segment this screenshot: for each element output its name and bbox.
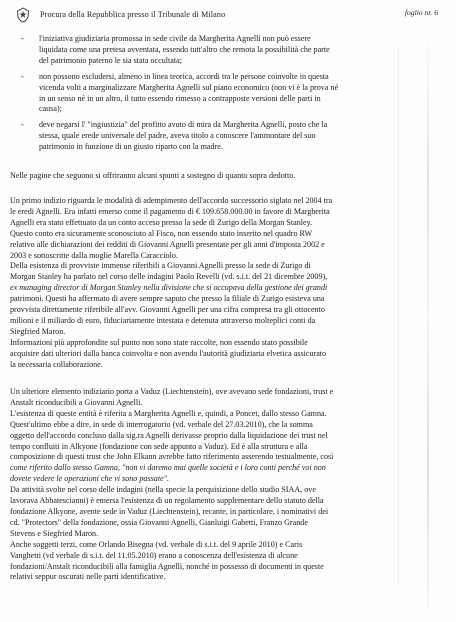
text-line: Siegfried Maron.	[10, 326, 66, 336]
text-line: ex managing director di Morgan Stanley nella divisione che si occupava della gestione dei grandi	[10, 283, 328, 293]
page-header	[16, 7, 446, 25]
text-line: tempo confluiti in Alkyone (fondazione con sede appunto a Vaduz). Ed è alla struttura e alla	[10, 441, 308, 451]
text-line: Un primo indizio riguarda le modalità di adempimento dell'accordo successorio siglato nel 2004 tra	[10, 196, 333, 205]
text-line: patrimonio in funzione di un giusto riparto con la madre.	[39, 142, 223, 152]
text-line: milioni e il miliardo di euro, fiduciariamente intestata e detenuta attraverso molteplici conti da	[10, 315, 316, 325]
text-line: L'esistenza di queste entità è riferita a Margherita Agnelli e, quindi, a Poncet, dallo stesso Gamna.	[10, 408, 327, 418]
text-line: Morgan Stanley ha parlato nel corso delle indagini Paolo Revelli (vd. s.i.t. del 21 dicembre 2009),	[10, 272, 328, 282]
text-line: provvista direttamente riferibile all'avv. Giovanni Agnelli per una cifra compresa tra gli ottocento	[10, 305, 325, 315]
text-line: Da attività svolte nel corso delle indagini (nella specie la perquisizione dello studio SIAA, ove	[10, 485, 316, 495]
text-line: Informazioni più approfondite sul punto non sono state raccolte, non essendo stato possibile	[10, 337, 308, 347]
text-line: fondazione Alkyone, avente sede in Vaduz (Liechtenstein), recante, in particolare, i nominativi dei	[10, 506, 329, 516]
text-line: oggetto dell'accordo concluso dalla sig.ra Agnelli derivasse proprio dalla liquidazione dei trust nel	[10, 430, 328, 440]
text-line: causa);	[39, 104, 62, 114]
paragraph-intro	[10, 171, 440, 182]
text-line: composizione di questi trust che John Elkann avrebbe fatto riferimento asserendo testualmente, così	[10, 452, 334, 462]
text-line: Anche soggetti terzi, come Orlando Bisegna (vd. verbale di s.i.t. del 9 aprile 2010) e Caris	[10, 539, 303, 549]
text-line: in un senso né in un altro, il tutto essendo rimesso a contrapposte versioni delle parti in	[39, 93, 321, 103]
republic-emblem-icon	[16, 7, 30, 23]
paragraph-vaduz	[10, 387, 440, 583]
text-line: 2003 e sottoscritte dalla moglie Marella Caracciolo.	[10, 250, 178, 260]
paragraph-morgan-stanley	[10, 196, 440, 371]
bullet-item	[20, 72, 438, 116]
text-line: Vanghetti (vd verbale di s.i.t. del 11.05.2010) erano a conoscenza dell'esistenza di alcune	[10, 550, 298, 560]
page-number: foglio nr. 6	[404, 8, 438, 17]
bullet-dash: -	[21, 71, 24, 81]
text-line: l'iniziativa giudiziaria promossa in sede civile da Margherita Agnelli non può essere	[39, 34, 311, 43]
text-line: Stevens e Siegfried Maron.	[10, 528, 99, 538]
text-line: Nelle pagine che seguono si offriranno alcuni spunti a sostegno di quanto sopra dedotto.	[10, 171, 296, 180]
bullet-dash: -	[21, 34, 24, 43]
text-line: relativi seppur oscurati nelle parti identificative.	[10, 572, 166, 582]
text-line: relativo alle dichiarazioni dei redditi di Giovanni Agnelli presentate per gli anni d'imposta 2002 e	[10, 239, 325, 249]
bullet-item	[20, 120, 438, 153]
text-line: patrimoni. Questi ha affermato di avere sempre saputo che presso la filiale di Zurigo esisteva una	[10, 294, 325, 304]
text-line: dovete vedere le operazioni che vi sono passate".	[10, 474, 170, 484]
text-line: Quest'ultimo ebbe a dire, in sede di interrogatorio (vd. verbale del 27.03.2010), che la somma	[10, 419, 313, 429]
text-line: le eredi Agnelli. Era infatti emerso come il pagamento di € 109.658.000.00 in favore di Margherita	[10, 206, 330, 216]
text-line: Questo conto era sicuramente sconosciuto al Fisco, non essendo stato inserito nel quadro RW	[10, 228, 313, 238]
text-line: Della esistenza di provviste immense riferibili a Giovanni Agnelli presso la sede di Zurigo di	[10, 261, 311, 271]
text-line: deve negarsi l' "ingiustizia" del profitto avuto di mira da Margherita Agnelli, posto che la	[39, 120, 328, 130]
text-line: la necessaria collaborazione.	[10, 359, 103, 369]
text-line: del patrimonio paterno le sia stata occultata;	[39, 55, 182, 65]
bullet-dash: -	[21, 120, 24, 130]
text-line: lavorava Abbatescianni) è emersa l'esistenza di un regolamento supplementare dello statuto della	[10, 496, 324, 506]
text-line: Agnelli era stato effettuato da un conto acceso presso la sede di Zurigo della Morgan Stanley.	[10, 217, 313, 227]
header-title: Procura della Repubblica presso il Tribunale di Milano	[40, 10, 226, 19]
bullet-item	[20, 34, 438, 67]
text-line: Anstalt riconducibili a Giovanni Agnelli.	[10, 397, 143, 407]
text-line: fondazioni/Anstalt riconducibili alla famiglia Agnelli, nonché in possesso di documenti in queste	[10, 561, 324, 571]
text-line: cd. "Protectors" della fondazione, ossia Giovanni Agnelli, Gianluigi Gabetti, Franzo Grande	[10, 517, 308, 527]
text-line: acquisire dati ulteriori dalla banca coinvolta e non avendo l'autorità giudiziaria elvetica assicurato	[10, 348, 327, 358]
text-line: stessa, quale erede universale del padre, aveva titolo a conoscere l'ammontare del suo	[39, 131, 316, 141]
text-line: come riferito dallo stesso Gamna, "non vi daremo mai quelle società e i loro conti perché voi non	[10, 463, 326, 473]
text-line: vicenda volti a marginalizzare Margherita Agnelli sul piano economico (non vi è la prova né	[39, 82, 339, 92]
text-line: liquidata come una pretesa avventata, essendo tutt'altro che remota la possibilità che parte	[39, 44, 330, 54]
text-line: non possono escludersi, almeno in linea teorica, accordi tra le persone coinvolte in questa	[39, 71, 329, 81]
bullet-list	[20, 34, 438, 158]
text-line: Un ulteriore elemento indiziario porta a Vaduz (Liechtenstein), ove avevano sede fondazioni, trust e	[10, 387, 334, 396]
